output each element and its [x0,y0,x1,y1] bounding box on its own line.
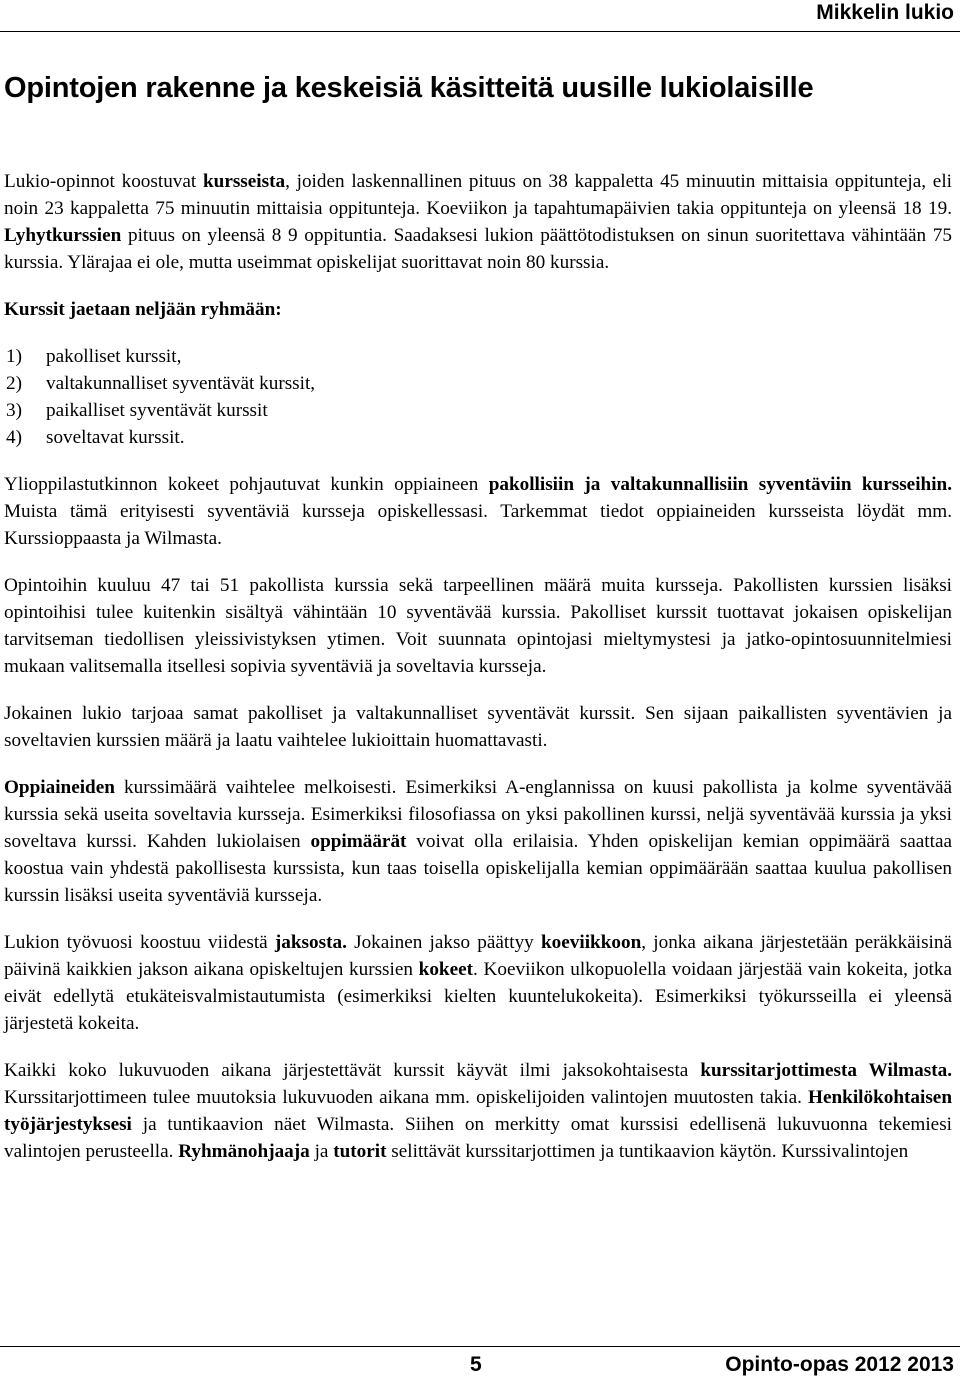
footer-divider [0,1346,960,1347]
list-number: 4) [6,427,22,448]
exams-paragraph [4,471,952,552]
list-text: soveltavat kurssit. [46,427,185,448]
list-number: 2) [6,373,22,394]
term-kursseista: kursseista [202,171,286,192]
header-school-name: Mikkelin lukio [816,1,954,24]
schedule-text-4: ja [309,1141,334,1162]
exams-text-1: Ylioppilastutkinnon kokeet pohjautuvat kunkin oppiaineen [4,474,489,495]
term-oppimaarat: oppimäärät [310,831,407,852]
term-tyojarjestyksesi: Henkilökohtaisen työjärjestyksesi [4,1087,952,1135]
term-koeviikkoon: koeviikkoon [541,932,642,953]
list-number: 3) [6,400,22,421]
intro-text-3: pituus on yleensä 8 9 oppituntia. Saadaksesi lukion päättötodistuksen on sinun suoritettava vähintään 75 kurssia. Ylärajaa ei ole, mutta useimmat opiskelijat suorittavat noin 80 kurssia. [4,225,952,273]
intro-paragraph [4,168,952,276]
subjects-paragraph [4,774,952,909]
list-text: valtakunnalliset syventävät kurssit, [46,373,316,394]
list-item [4,397,952,424]
page-header [0,0,960,36]
subjects-text-2: voivat olla erilaisia. Yhden opiskelijan kemian oppimäärä saattaa koostua vain yhdestä pakollisesta kurssista, kun taas toisella opiskelijalla kemian oppimäärään saattaa kuulua pakollisen kurssin lisäksi useita syventäviä kursseja. [4,831,952,906]
term-kurssitarjottimesta: kurssitarjottimesta Wilmasta. [700,1060,952,1081]
term-oppiaineiden: Oppiaineiden [4,777,115,798]
list-item [4,343,952,370]
schedule-text-1: Kaikki koko lukuvuoden aikana järjestettävät kurssit käyvät ilmi jaksokohtaisesta [4,1060,701,1081]
page-footer [0,1346,960,1381]
main-content [4,168,952,1165]
term-ryhmanohjaaja: Ryhmänohjaaja [178,1141,310,1162]
term-lyhytkurssien: Lyhytkurssien [4,225,122,246]
schedule-text-2: Kurssitarjottimeen tulee muutoksia lukuvuoden aikana mm. opiskelijoiden valintojen muutosten takia. [4,1087,809,1108]
list-number: 1) [6,346,22,367]
list-text: paikalliset syventävät kurssit [46,400,268,421]
subjects-text-1: kurssimäärä vaihtelee melkoisesti. Esimerkiksi A-englannissa on kuusi pakollista ja kolme syventävää kurssia sekä useita soveltavia kursseja. Esimerkiksi filosofiassa on yksi pakollinen kurssi, neljä syventävää kurssia ja yksi soveltava kurssi. Kahden lukiolaisen [4,777,952,852]
schools-paragraph: Jokainen lukio tarjoaa samat pakolliset ja valtakunnalliset syventävät kurssit. Sen sijaan paikallisten syventävien ja soveltavien kurssien määrä ja laatu vaihtelee lukioittain huomattavasti. [4,703,952,751]
intro-text-1: Lukio-opinnot koostuvat [4,171,203,192]
footer-guide-title: Opinto-opas 2012 2013 [725,1353,954,1376]
schedule-paragraph [4,1057,952,1165]
list-item [4,370,952,397]
term-kokeet: kokeet [418,959,474,980]
page-title: Opintojen rakenne ja keskeisiä käsitteitä uusille lukiolaisille [4,72,814,104]
schedule-text-3: ja tuntikaavion näet Wilmasta. Siihen on merkitty omat kurssisi edellisenä lukuvuonna tekemiesi valintojen perusteella. [4,1114,952,1162]
periods-text-2: Jokainen jakso päättyy [346,932,541,953]
course-groups-list [4,343,952,451]
periods-text-4: . Koeviikon ulkopuolella voidaan järjestää vain kokeita, jotka eivät edellytä etukäteisvalmistautumista (esimerkiksi kielten kuuntelukokeita). Esimerkiksi työkursseilla ei yleensä järjestetä kokeita. [4,959,952,1034]
page-number: 5 [470,1353,482,1376]
term-jaksosta: jaksosta. [274,932,347,953]
periods-paragraph [4,929,952,1037]
studies-paragraph: Opintoihin kuuluu 47 tai 51 pakollista kurssia sekä tarpeellinen määrä muita kursseja. Pakollisten kurssien lisäksi opintoihisi tulee kuitenkin sisältyä vähintään 10 syventävää kurssia. Pakolliset kurssit tuottavat jokaisen opiskelijan tarvitseman tiedollisen yleissivistyksen ytimen. Voit suunnata opintojasi mieltymystesi ja jatko-opintosuunnitelmiesi mukaan valitsemalla itsellesi sopivia syventäviä ja soveltavia kursseja. [4,575,952,677]
header-divider [0,31,960,32]
periods-text-1: Lukion työvuosi koostuu viidestä [4,932,275,953]
intro-text-2: , joiden laskennallinen pituus on 38 kappaletta 45 minuutin mittaisia oppitunteja, eli noin 23 kappaletta 75 minuutin mittaisia oppitunteja. Koeviikon ja tapahtumapäivien takia oppitunteja on yleensä 18 19. [4,171,952,219]
term-pakollisiin-kursseihin: pakollisiin ja valtakunnallisiin syventäviin kursseihin. [488,474,952,495]
term-tutorit: tutorit [333,1141,387,1162]
course-groups-heading: Kurssit jaetaan neljään ryhmään: [4,299,282,320]
schedule-text-5: selittävät kurssitarjottimen ja tuntikaavion käytön. Kurssivalintojen [386,1141,909,1162]
list-item [4,424,952,451]
exams-text-2: Muista tämä erityisesti syventäviä kursseja opiskellessasi. Tarkemmat tiedot oppiaineiden kursseista löydät mm. Kurssioppaasta ja Wilmasta. [4,501,952,549]
periods-text-3: , jonka aikana järjestetään peräkkäisinä päivinä kaikkien jakson aikana opiskeltujen kurssien [4,932,952,980]
list-text: pakolliset kurssit, [46,346,182,367]
